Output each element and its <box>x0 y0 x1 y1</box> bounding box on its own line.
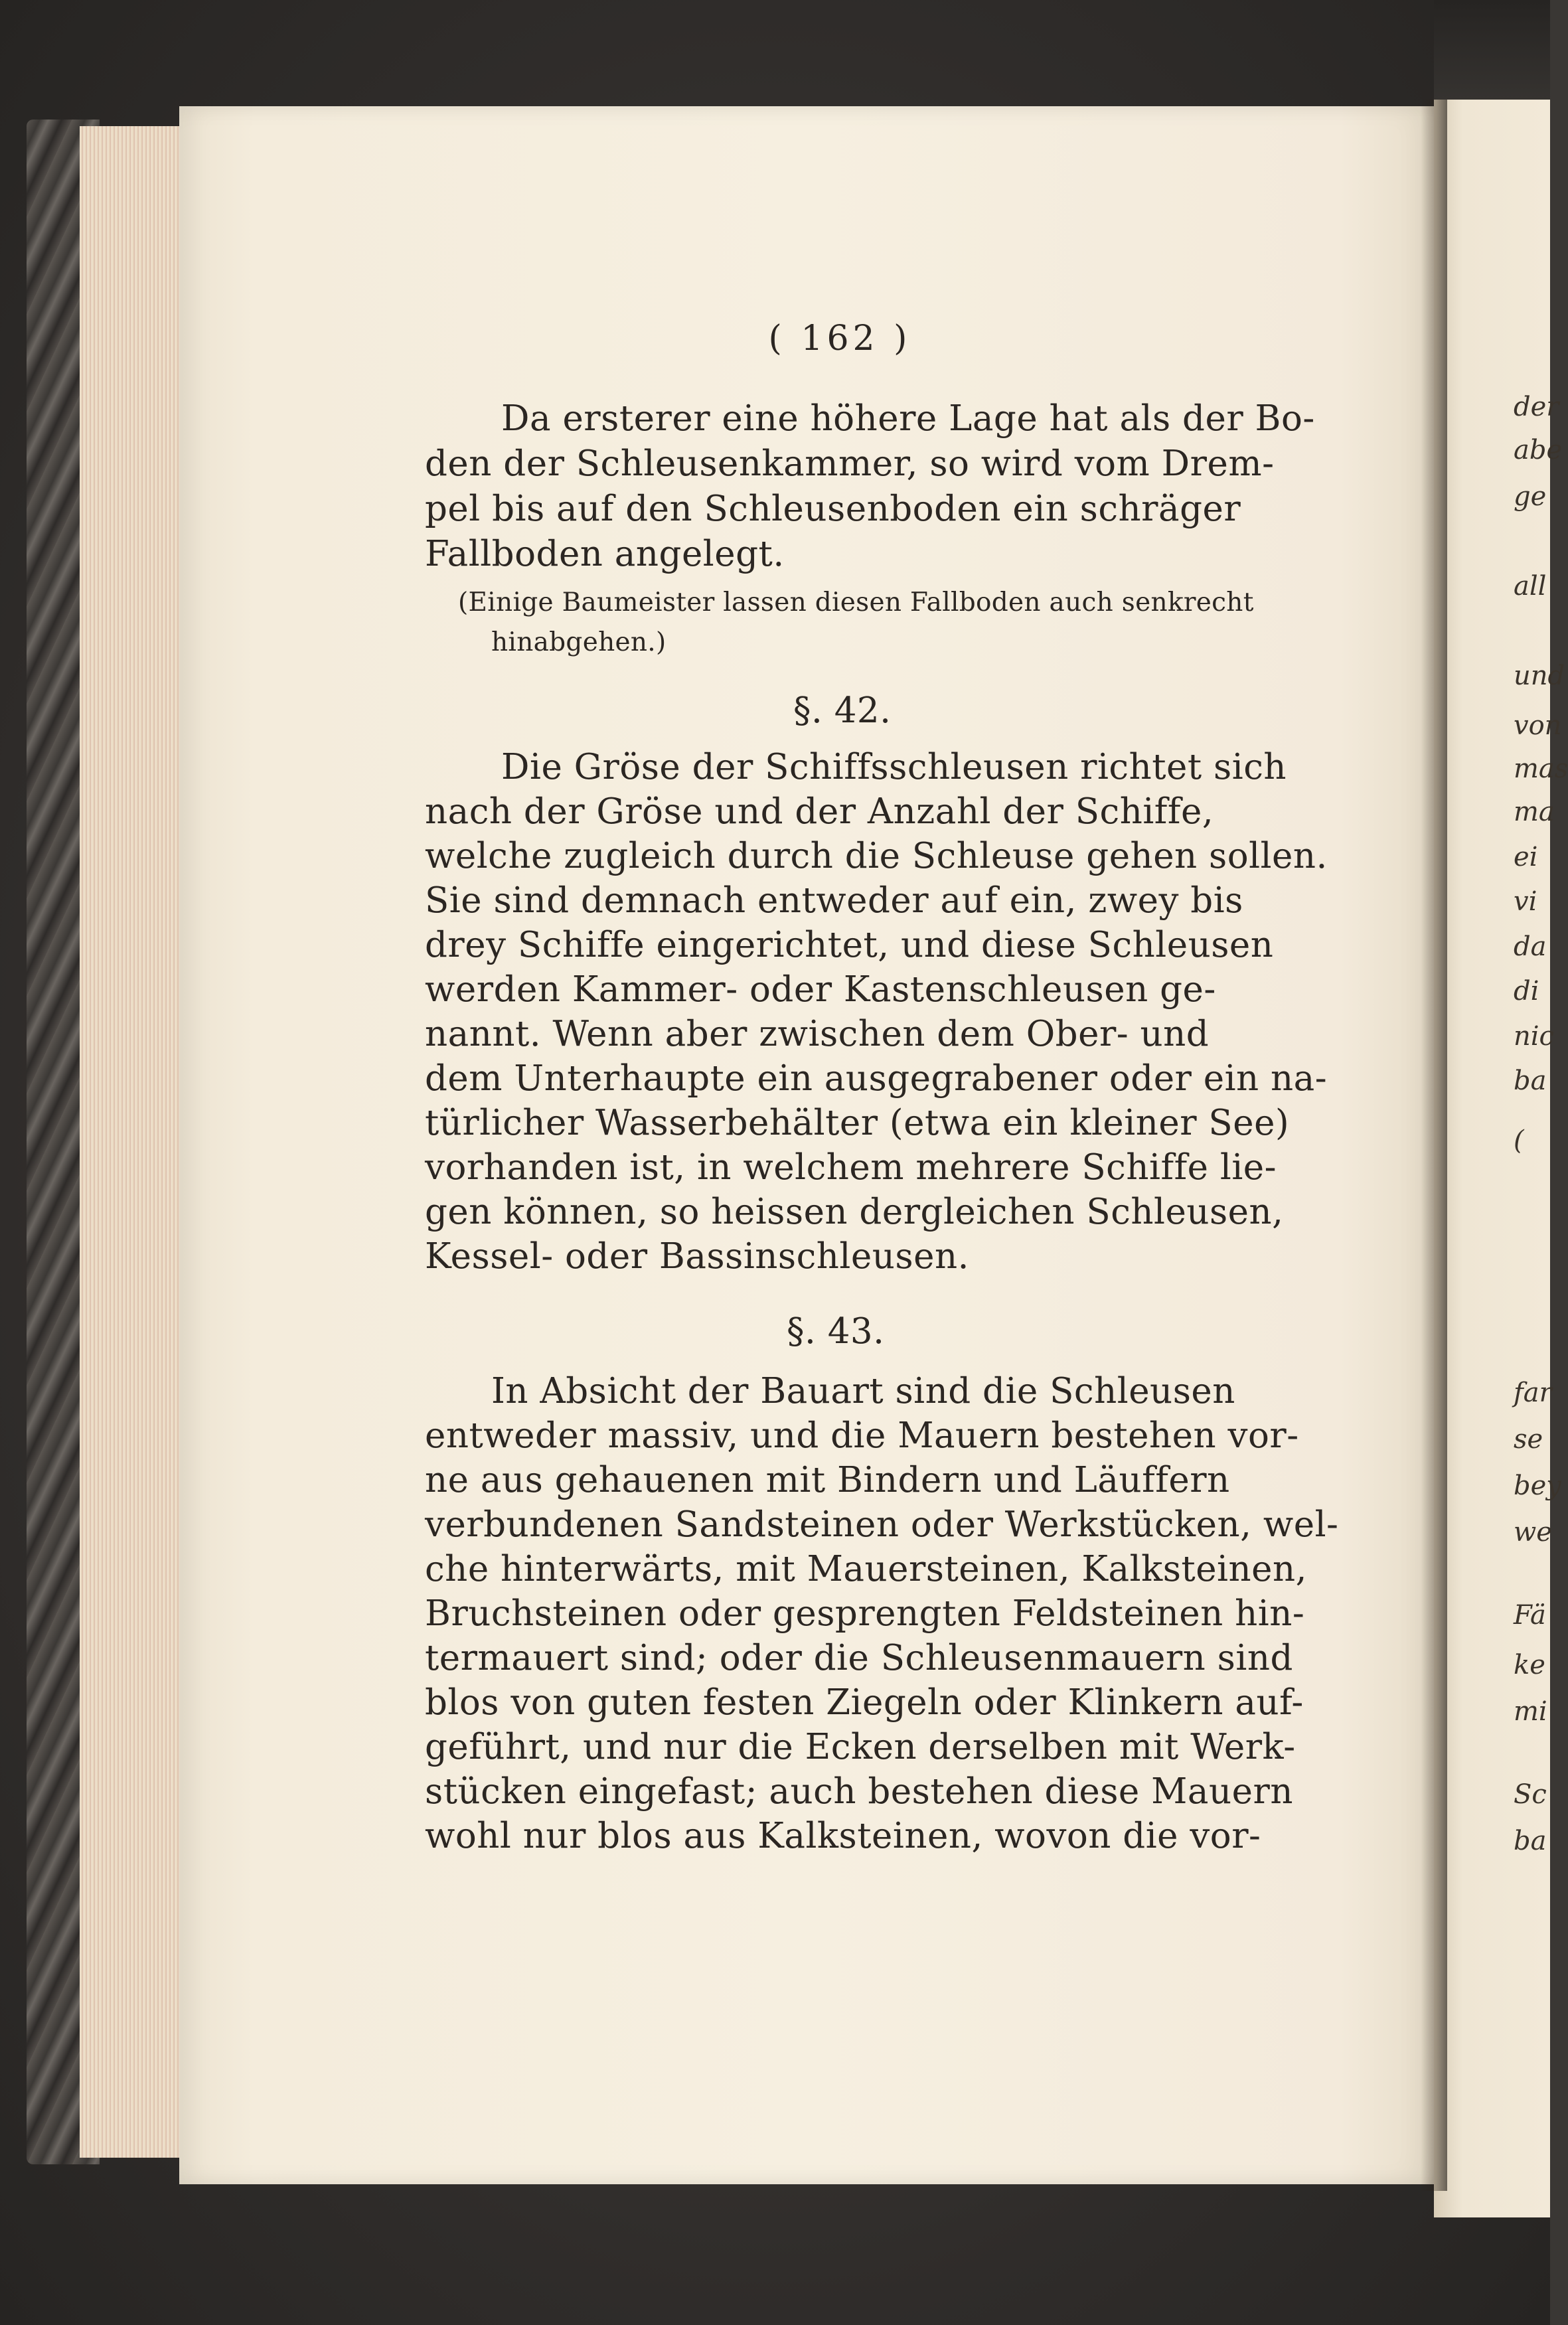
margin-fragment: all <box>1514 571 1547 601</box>
text-line: In Absicht der Bauart sind die Schleusen <box>491 1371 1235 1411</box>
text-line: dem Unterhaupte ein ausgegrabener oder ein na- <box>425 1058 1328 1099</box>
text-line: den der Schleusenkammer, so wird vom Drem- <box>425 443 1275 484</box>
section-heading: §. 42. <box>793 690 892 731</box>
text-line: termauert sind; oder die Schleusenmauern sind <box>425 1638 1293 1678</box>
footnote-line: (Einige Baumeister lassen diesen Fallboden auch senkrecht <box>458 588 1254 617</box>
margin-fragment: nic <box>1514 1021 1554 1052</box>
text-line: werden Kammer- oder Kastenschleusen ge- <box>425 969 1216 1010</box>
page-stack-edges <box>80 126 189 2158</box>
text-line: ne aus gehauenen mit Bindern und Läuffern <box>425 1460 1230 1500</box>
text-line: stücken eingefast; auch bestehen diese Mauern <box>425 1771 1293 1812</box>
text-line: blos von guten festen Ziegeln oder Klinkern auf- <box>425 1682 1304 1723</box>
margin-fragment: vi <box>1514 886 1537 917</box>
margin-fragment: di <box>1514 976 1539 1006</box>
margin-fragment: und <box>1514 661 1565 691</box>
footnote-line: hinabgehen.) <box>491 627 666 657</box>
text-line: Fallboden angelegt. <box>425 534 785 574</box>
margin-fragment: ge <box>1514 481 1547 512</box>
margin-fragment: mas <box>1514 754 1568 784</box>
text-line: Da ersterer eine höhere Lage hat als der Bo- <box>501 398 1315 439</box>
margin-fragment: abe <box>1514 435 1563 465</box>
text-line: pel bis auf den Schleusenboden ein schräger <box>425 489 1241 529</box>
book-gutter <box>1421 100 1447 2191</box>
text-line: nach der Gröse und der Anzahl der Schiffe, <box>425 791 1214 832</box>
page-number-header: ( 162 ) <box>768 319 911 359</box>
margin-fragment: ma <box>1514 797 1555 827</box>
text-line: geführt, und nur die Ecken derselben mit Werk- <box>425 1727 1296 1767</box>
text-line: Bruchsteinen oder gesprengten Feldsteinen hin- <box>425 1593 1305 1634</box>
margin-fragment: da <box>1514 931 1547 962</box>
margin-fragment: bey <box>1514 1471 1561 1501</box>
margin-fragment: der <box>1514 392 1559 422</box>
text-line: nannt. Wenn aber zwischen dem Ober- und <box>425 1014 1210 1054</box>
margin-fragment: ( <box>1514 1125 1524 1156</box>
margin-fragment: far <box>1514 1378 1552 1408</box>
text-line: welche zugleich durch die Schleuse gehen sollen. <box>425 836 1328 876</box>
text-line: entweder massiv, und die Mauern bestehen vor- <box>425 1415 1299 1456</box>
margin-fragment: ba <box>1514 1066 1547 1096</box>
text-line: Sie sind demnach entweder auf ein, zwey bis <box>425 880 1243 921</box>
section-heading: §. 43. <box>787 1311 885 1352</box>
margin-fragment: ba <box>1514 1826 1547 1856</box>
margin-fragment: se <box>1514 1424 1543 1455</box>
margin-fragment: we <box>1514 1517 1552 1548</box>
text-line: gen können, so heissen dergleichen Schleusen, <box>425 1192 1284 1232</box>
text-line: Die Gröse der Schiffsschleusen richtet sich <box>501 747 1287 787</box>
margin-fragment: Sc <box>1514 1779 1547 1810</box>
text-line: verbundenen Sandsteinen oder Werkstücken, wel- <box>425 1504 1339 1545</box>
text-line: vorhanden ist, in welchem mehrere Schiffe lie- <box>425 1147 1277 1188</box>
text-line: drey Schiffe eingerichtet, und diese Schleusen <box>425 925 1274 965</box>
margin-fragment: von <box>1514 710 1562 741</box>
margin-fragment: mi <box>1514 1696 1547 1727</box>
margin-fragment: Fä <box>1514 1600 1546 1631</box>
text-line: wohl nur blos aus Kalksteinen, wovon die vor- <box>425 1816 1261 1856</box>
text-line: che hinterwärts, mit Mauersteinen, Kalksteinen, <box>425 1549 1307 1589</box>
margin-fragment: ei <box>1514 842 1538 872</box>
text-line: Kessel- oder Bassinschleusen. <box>425 1236 969 1277</box>
margin-fragment: ke <box>1514 1650 1545 1680</box>
text-line: türlicher Wasserbehälter (etwa ein kleiner See) <box>425 1103 1290 1143</box>
